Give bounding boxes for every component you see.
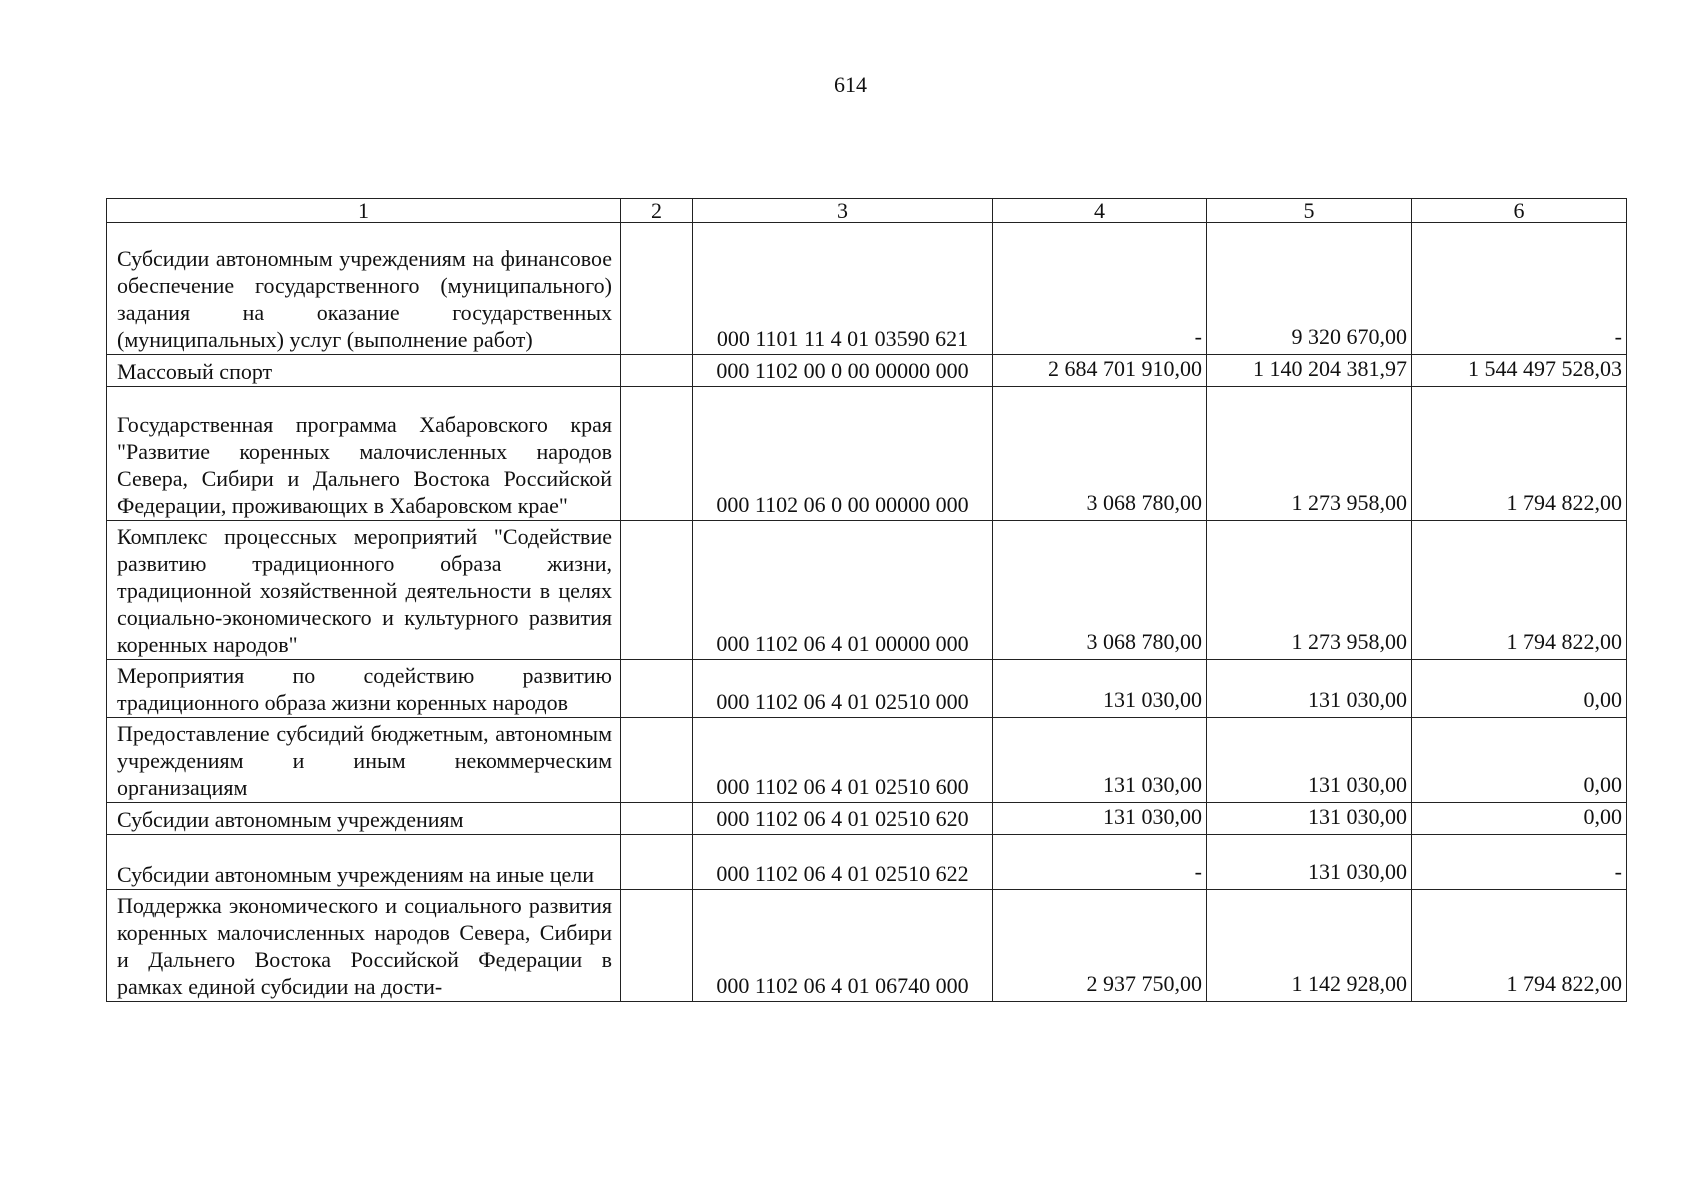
page-number: 614	[834, 72, 867, 97]
column-header: 2	[621, 199, 693, 223]
row-code: 000 1102 06 4 01 02510 620	[693, 803, 993, 835]
row-name: Массовый спорт	[107, 355, 621, 387]
row-name: Государственная программа Хабаровского края "Развитие коренных малочисленных народов Севера, Сибири и Дальнего Востока Российской Федерации, проживающих в Хабаровском крае"	[107, 387, 621, 521]
row-value-6: 1 544 497 528,03	[1412, 355, 1627, 387]
row-value-4: 131 030,00	[993, 660, 1207, 718]
row-value-5: 1 273 958,00	[1207, 387, 1412, 521]
row-value-6: 0,00	[1412, 803, 1627, 835]
row-value-6: 1 794 822,00	[1412, 890, 1627, 1002]
row-name: Субсидии автономным учреждениям на иные цели	[107, 835, 621, 890]
row-code: 000 1102 06 4 01 00000 000	[693, 521, 993, 660]
row-col2	[621, 718, 693, 803]
row-code: 000 1102 06 4 01 02510 600	[693, 718, 993, 803]
row-value-5: 1 142 928,00	[1207, 890, 1412, 1002]
row-value-6: -	[1412, 223, 1627, 355]
row-code: 000 1102 06 4 01 06740 000	[693, 890, 993, 1002]
row-name: Субсидии автономным учреждениям на финансовое обеспечение государственного (муниципального) задания на оказание государственных (муниципальных) услуг (выполнение работ)	[107, 223, 621, 355]
row-col2	[621, 660, 693, 718]
row-code: 000 1101 11 4 01 03590 621	[693, 223, 993, 355]
row-value-4: 2 684 701 910,00	[993, 355, 1207, 387]
row-value-5: 131 030,00	[1207, 718, 1412, 803]
row-name: Поддержка экономического и социального развития коренных малочисленных народов Севера, Сибири и Дальнего Востока Российской Федерации в рамках единой субсидии на дости-	[107, 890, 621, 1002]
column-header: 5	[1207, 199, 1412, 223]
budget-table	[106, 198, 1627, 1002]
column-header: 6	[1412, 199, 1627, 223]
row-name: Субсидии автономным учреждениям	[107, 803, 621, 835]
row-value-5: 1 140 204 381,97	[1207, 355, 1412, 387]
row-col2	[621, 387, 693, 521]
row-col2	[621, 223, 693, 355]
row-value-6: -	[1412, 835, 1627, 890]
row-value-6: 0,00	[1412, 718, 1627, 803]
row-name: Предоставление субсидий бюджетным, автономным учреждениям и иным некоммерческим организациям	[107, 718, 621, 803]
row-name: Мероприятия по содействию развитию традиционного образа жизни коренных народов	[107, 660, 621, 718]
row-value-4: 131 030,00	[993, 718, 1207, 803]
row-value-4: 3 068 780,00	[993, 521, 1207, 660]
row-code: 000 1102 06 4 01 02510 000	[693, 660, 993, 718]
row-name: Комплекс процессных мероприятий "Содействие развитию традиционного образа жизни, традиционной хозяйственной деятельности в целях социально-экономического и культурного развития коренных народов"	[107, 521, 621, 660]
table-row	[107, 835, 1627, 890]
row-col2	[621, 803, 693, 835]
row-value-5: 131 030,00	[1207, 660, 1412, 718]
column-header: 1	[107, 199, 621, 223]
table-row	[107, 521, 1627, 660]
row-col2	[621, 521, 693, 660]
row-value-6: 0,00	[1412, 660, 1627, 718]
row-value-5: 9 320 670,00	[1207, 223, 1412, 355]
table-header-row	[107, 199, 1627, 223]
table-row	[107, 660, 1627, 718]
row-code: 000 1102 00 0 00 00000 000	[693, 355, 993, 387]
table-row	[107, 223, 1627, 355]
column-header: 4	[993, 199, 1207, 223]
row-value-5: 131 030,00	[1207, 835, 1412, 890]
row-value-4: 2 937 750,00	[993, 890, 1207, 1002]
row-value-4: -	[993, 835, 1207, 890]
table-row	[107, 718, 1627, 803]
row-value-4: -	[993, 223, 1207, 355]
row-value-4: 131 030,00	[993, 803, 1207, 835]
row-value-5: 131 030,00	[1207, 803, 1412, 835]
row-value-4: 3 068 780,00	[993, 387, 1207, 521]
table-row	[107, 355, 1627, 387]
column-header: 3	[693, 199, 993, 223]
table-row	[107, 890, 1627, 1002]
row-value-6: 1 794 822,00	[1412, 521, 1627, 660]
row-col2	[621, 355, 693, 387]
row-col2	[621, 890, 693, 1002]
row-code: 000 1102 06 4 01 02510 622	[693, 835, 993, 890]
row-value-5: 1 273 958,00	[1207, 521, 1412, 660]
row-value-6: 1 794 822,00	[1412, 387, 1627, 521]
table-row	[107, 803, 1627, 835]
row-code: 000 1102 06 0 00 00000 000	[693, 387, 993, 521]
table-row	[107, 387, 1627, 521]
row-col2	[621, 835, 693, 890]
